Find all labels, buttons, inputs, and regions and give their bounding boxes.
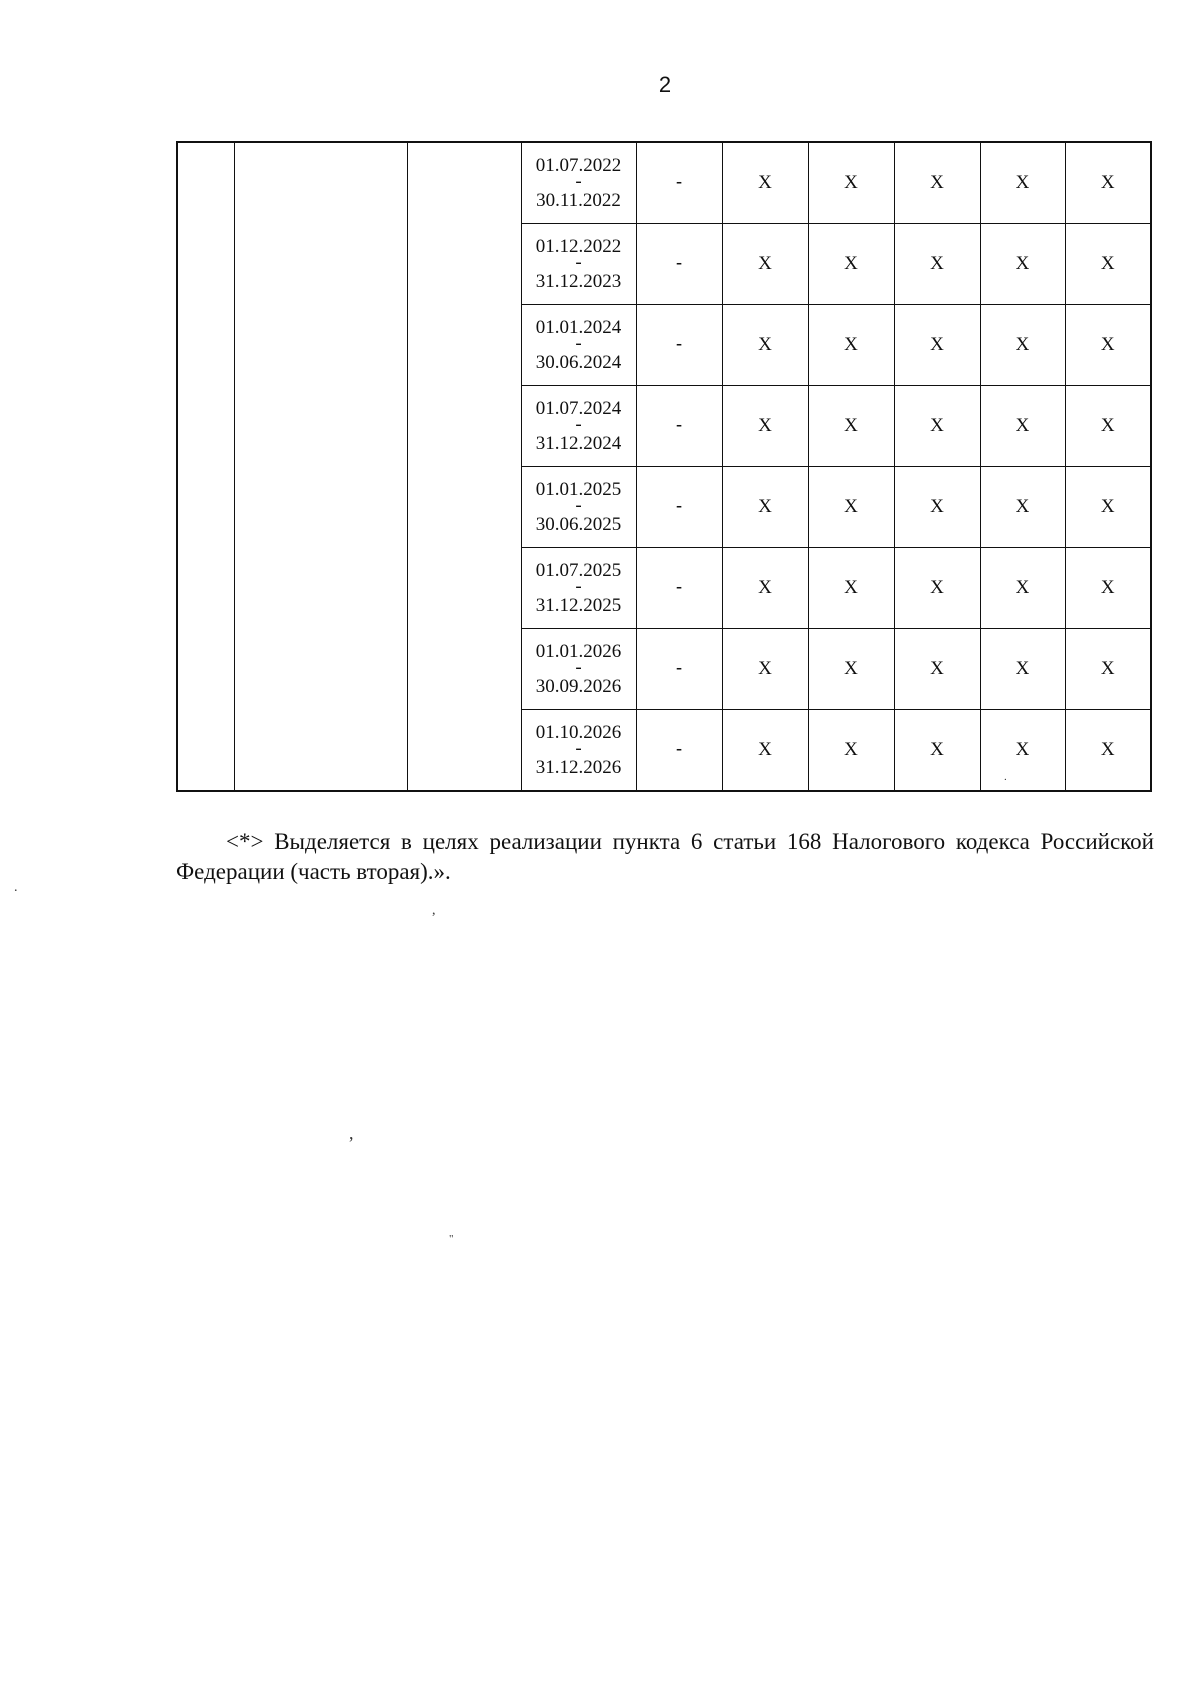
mark-cell: X: [808, 224, 894, 305]
footnote-text: <*> Выделяется в целях реализации пункта 6 статьи 168 Налогового кодекса Российской Федерации (часть вторая).».: [176, 829, 1154, 884]
mark-cell: X: [1065, 629, 1151, 710]
mark-cell: X: [894, 710, 980, 792]
merged-blank-cell: [177, 142, 234, 791]
mark-cell: X: [722, 629, 808, 710]
value-cell: -: [636, 629, 722, 710]
period-start: 01.01.2024: [535, 317, 622, 338]
period-start: 01.01.2025: [535, 479, 622, 500]
mark-cell: X: [1065, 710, 1151, 792]
mark-cell: X: [722, 710, 808, 792]
page-number: 2: [658, 72, 672, 97]
period-end: 31.12.2026: [535, 757, 622, 778]
period-cell: [521, 467, 636, 548]
period-separator: -: [575, 333, 582, 354]
period-cell: [521, 629, 636, 710]
scan-speck: .: [14, 880, 18, 895]
scan-speck: ,: [432, 903, 436, 918]
period-separator: -: [575, 576, 582, 597]
period-end: 30.06.2025: [535, 514, 622, 535]
period-end: 31.12.2025: [535, 595, 622, 616]
value-cell: -: [636, 224, 722, 305]
mark-cell: X: [808, 629, 894, 710]
table-body: [177, 142, 1151, 791]
value-cell: -: [636, 467, 722, 548]
mark-cell: X: [894, 467, 980, 548]
mark-cell: X: [1065, 467, 1151, 548]
scan-speck: ,: [349, 1123, 354, 1143]
mark-cell: X: [980, 305, 1065, 386]
scan-speck: .: [1004, 771, 1007, 783]
mark-cell: X: [894, 629, 980, 710]
mark-cell: X: [808, 386, 894, 467]
mark-cell: X: [894, 548, 980, 629]
mark-cell: X: [722, 305, 808, 386]
period-cell: [521, 142, 636, 224]
mark-cell: X: [980, 224, 1065, 305]
value-cell: -: [636, 305, 722, 386]
mark-cell: X: [808, 467, 894, 548]
merged-blank-cell: [407, 142, 521, 791]
mark-cell: X: [980, 548, 1065, 629]
mark-cell: X: [808, 142, 894, 224]
mark-cell: X: [980, 142, 1065, 224]
mark-cell: X: [722, 224, 808, 305]
period-start: 01.01.2026: [535, 641, 622, 662]
mark-cell: X: [980, 710, 1065, 792]
mark-cell: X: [894, 386, 980, 467]
mark-cell: X: [1065, 548, 1151, 629]
period-separator: -: [575, 171, 582, 192]
period-start: 01.07.2024: [535, 398, 622, 419]
period-separator: -: [575, 414, 582, 435]
mark-cell: X: [980, 467, 1065, 548]
table-row: [177, 142, 1151, 224]
mark-cell: X: [894, 142, 980, 224]
mark-cell: X: [980, 629, 1065, 710]
mark-cell: X: [894, 305, 980, 386]
mark-cell: X: [808, 710, 894, 792]
value-cell: -: [636, 548, 722, 629]
value-cell: -: [636, 142, 722, 224]
mark-cell: X: [1065, 142, 1151, 224]
period-cell: [521, 305, 636, 386]
period-end: 30.09.2026: [535, 676, 622, 697]
period-start: 01.12.2022: [535, 236, 622, 257]
merged-blank-cell: [234, 142, 407, 791]
period-cell: [521, 224, 636, 305]
mark-cell: X: [722, 467, 808, 548]
period-separator: -: [575, 252, 582, 273]
mark-cell: X: [808, 548, 894, 629]
mark-cell: X: [722, 386, 808, 467]
period-end: 30.11.2022: [536, 190, 621, 211]
scan-speck: ": [449, 1233, 454, 1245]
period-separator: -: [575, 495, 582, 516]
period-start: 01.10.2026: [535, 722, 622, 743]
schedule-table: [176, 141, 1152, 792]
period-cell: [521, 386, 636, 467]
period-start: 01.07.2022: [535, 155, 622, 176]
value-cell: -: [636, 710, 722, 792]
period-end: 30.06.2024: [535, 352, 622, 373]
mark-cell: X: [1065, 305, 1151, 386]
mark-cell: X: [808, 305, 894, 386]
period-cell: [521, 548, 636, 629]
period-separator: -: [575, 657, 582, 678]
mark-cell: X: [722, 548, 808, 629]
period-end: 31.12.2024: [535, 433, 622, 454]
period-end: 31.12.2023: [535, 271, 622, 292]
mark-cell: X: [1065, 224, 1151, 305]
value-cell: -: [636, 386, 722, 467]
mark-cell: X: [722, 142, 808, 224]
mark-cell: X: [894, 224, 980, 305]
period-start: 01.07.2025: [535, 560, 622, 581]
period-cell: [521, 710, 636, 792]
period-separator: -: [575, 738, 582, 759]
mark-cell: X: [1065, 386, 1151, 467]
mark-cell: X: [980, 386, 1065, 467]
